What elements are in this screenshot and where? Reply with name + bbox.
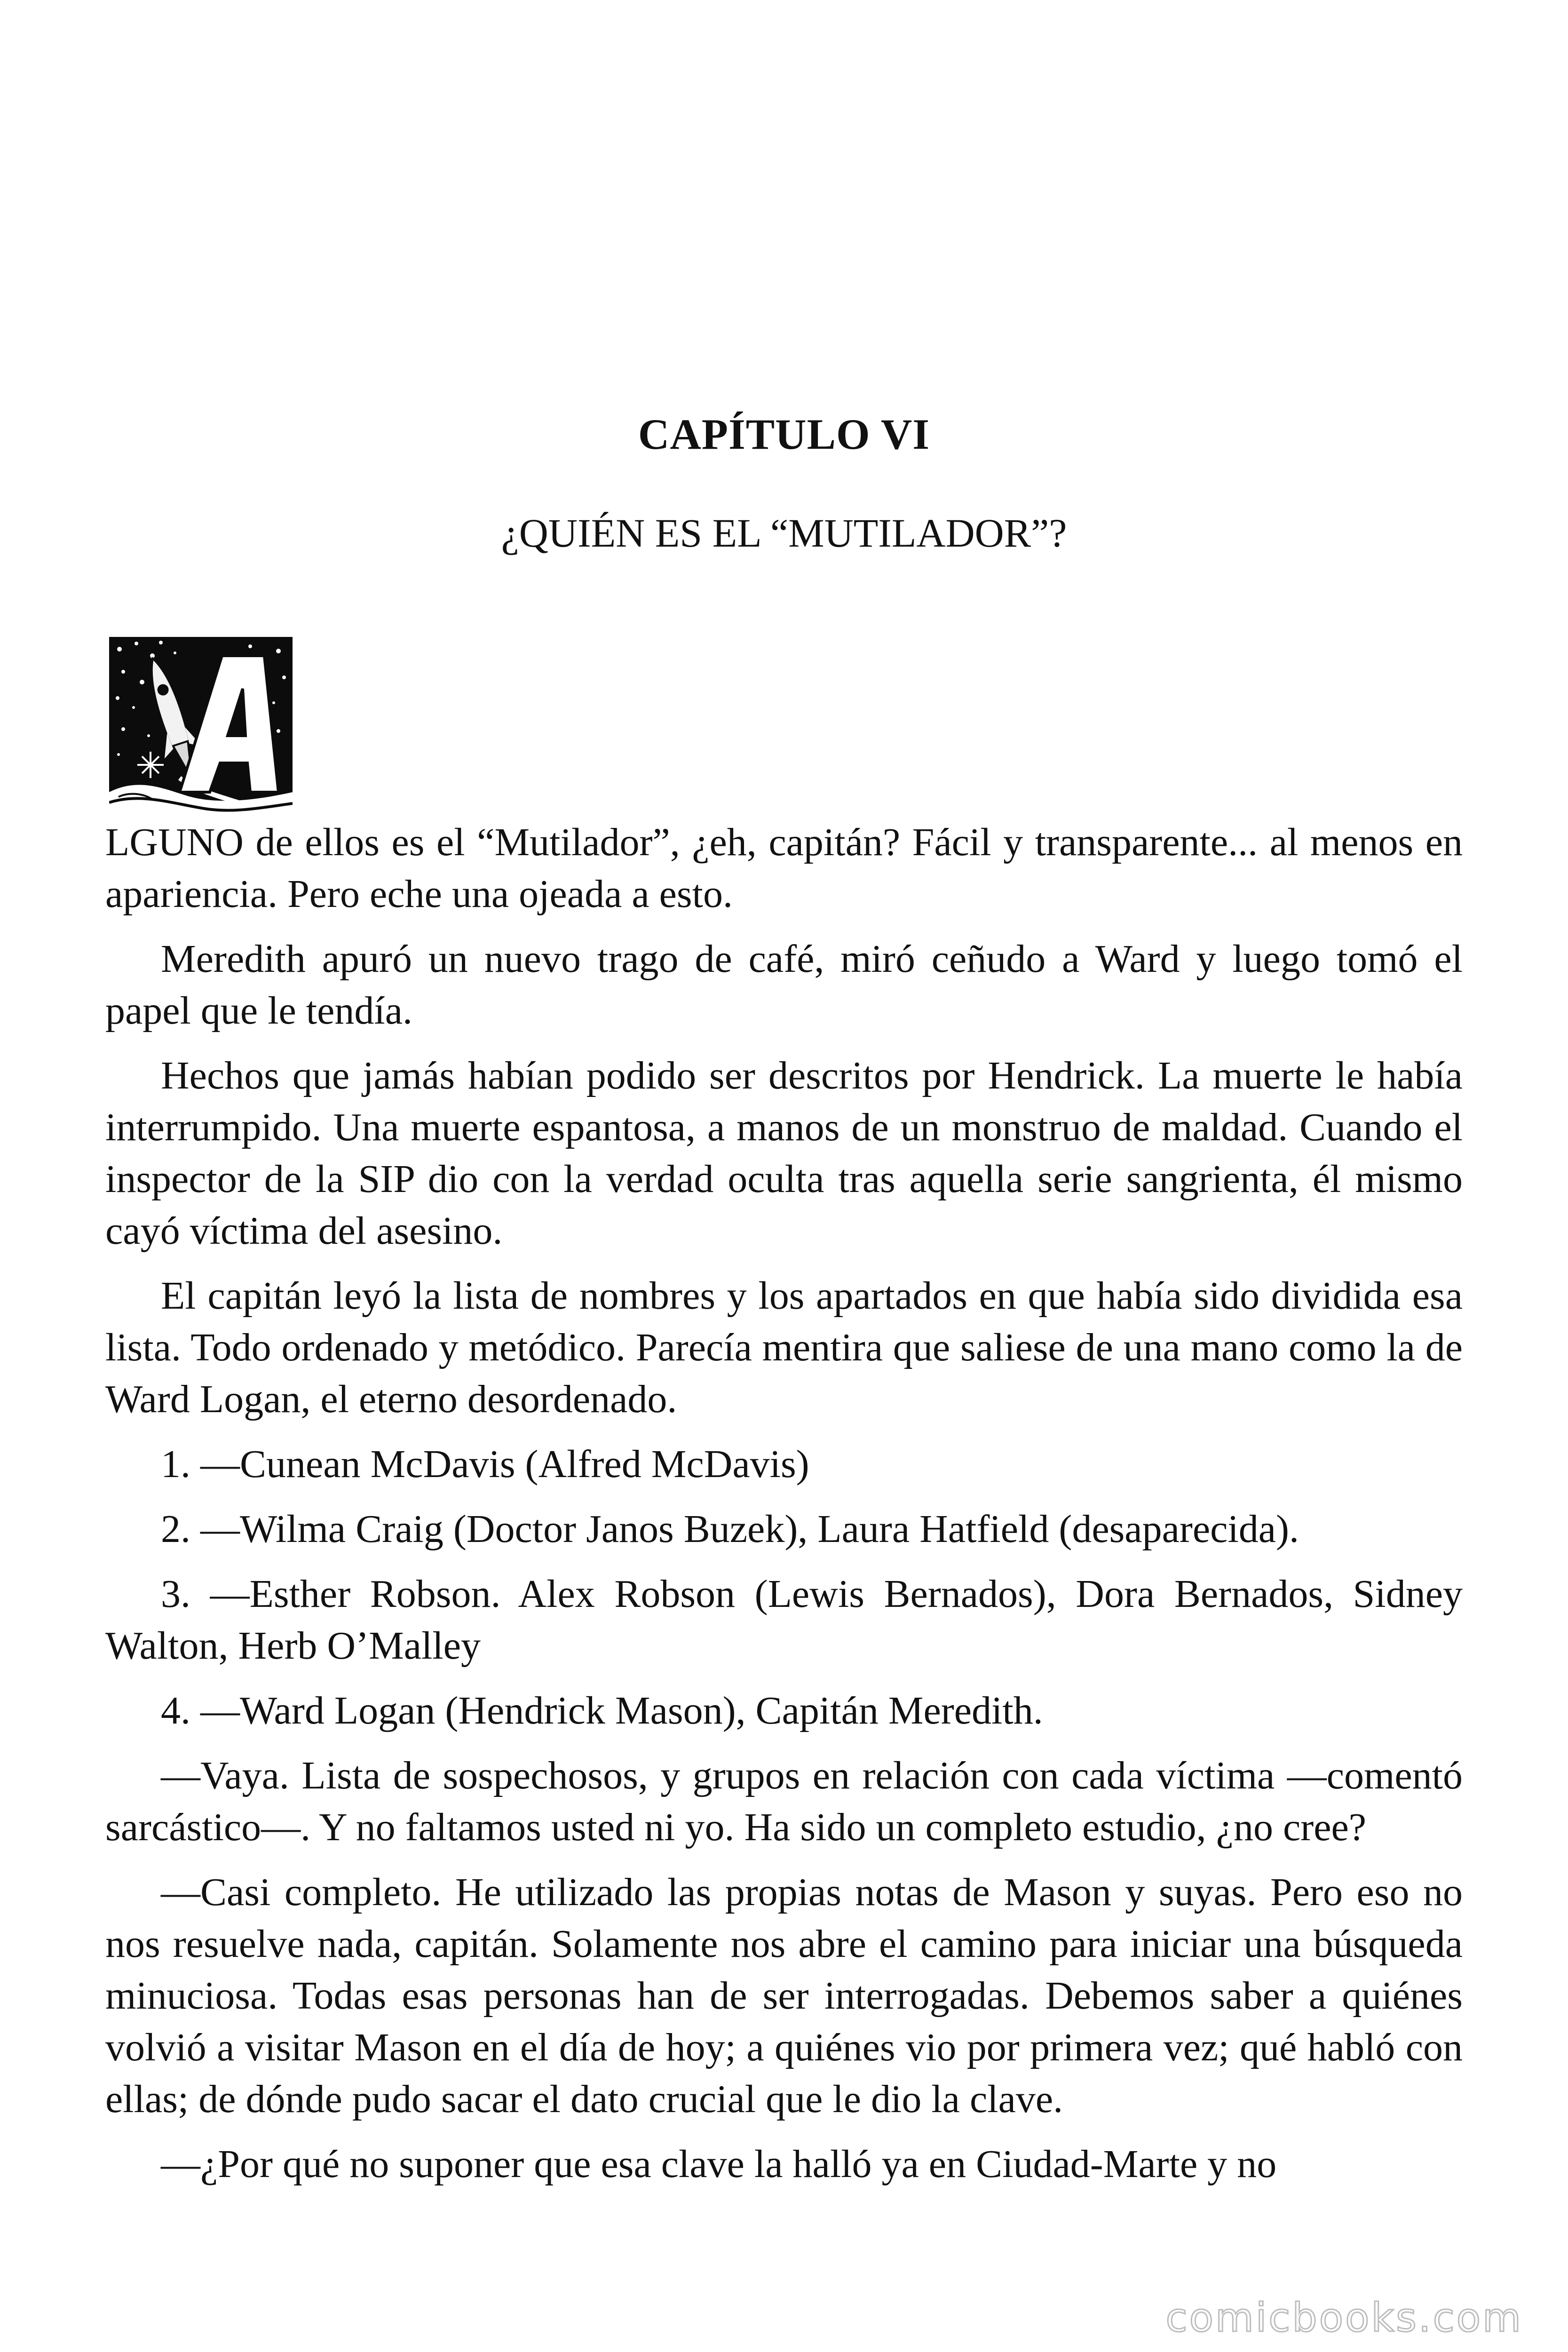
rocket-dropcap-icon	[109, 637, 293, 816]
paragraph: —¿Por qué no suponer que esa clave la halló ya en Ciudad-Marte y no	[161, 2142, 1277, 2186]
paragraph: LGUNO de ellos es el “Mutilador”, ¿eh, capitán? Fácil y transparente... al menos en apariencia. Pero eche una ojeada a esto.	[105, 820, 1463, 916]
paragraph: Hechos que jamás habían podido ser descritos por Hendrick. La muerte le había interrumpido. Una muerte espantosa, a manos de un monstruo de maldad. Cuando el inspector de la SIP dio con la verdad oculta tras aquella serie sangrienta, él mismo cayó víctima del asesino.	[105, 1054, 1463, 1253]
chapter-subtitle: ¿QUIÉN ES EL “MUTILADOR”?	[501, 510, 1067, 556]
list-item: 2. —Wilma Craig (Doctor Janos Buzek), Laura Hatfield (desaparecida).	[161, 1507, 1299, 1551]
list-item: 3. —Esther Robson. Alex Robson (Lewis Bernados), Dora Bernados, Sidney Walton, Herb O’Malley	[105, 1572, 1463, 1668]
paragraph: —Casi completo. He utilizado las propias notas de Mason y suyas. Pero eso no nos resuelve nada, capitán. Solamente nos abre el camino para iniciar una búsqueda minuciosa. Todas esas personas han de ser interrogadas. Debemos saber a quiénes volvió a visitar Mason en el día de hoy; a quiénes vio por primera vez; qué habló con ellas; de dónde pudo sacar el dato crucial que le dio la clave.	[105, 1870, 1463, 2121]
paragraph: —Vaya. Lista de sospechosos, y grupos en relación con cada víctima —comentó sarcástico—. Y no faltamos usted ni yo. Ha sido un completo estudio, ¿no cree?	[105, 1754, 1463, 1849]
list-item: 4. —Ward Logan (Hendrick Mason), Capitán Meredith.	[161, 1689, 1043, 1732]
paragraph: Meredith apuró un nuevo trago de café, miró ceñudo a Ward y luego tomó el papel que le tendía.	[105, 937, 1463, 1033]
watermark: comicbooks.com	[1165, 2295, 1523, 2341]
body-text	[105, 817, 1463, 2203]
chapter-title: CAPÍTULO VI	[638, 410, 930, 458]
paragraph: El capitán leyó la lista de nombres y los apartados en que había sido dividida esa lista. Todo ordenado y metódico. Parecía mentira que saliese de una mano como la de Ward Logan, el eterno desordenado.	[105, 1274, 1463, 1421]
list-item: 1. —Cunean McDavis (Alfred McDavis)	[161, 1442, 809, 1486]
